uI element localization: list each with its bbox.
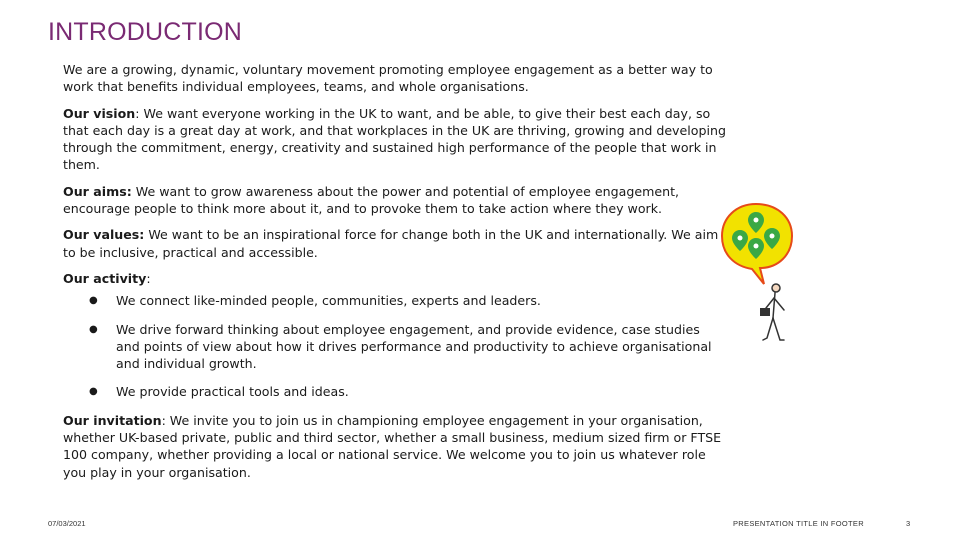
footer-date: 07/03/2021 bbox=[48, 519, 86, 528]
aims-text: We want to grow awareness about the power and potential of employee engagement, encourage people to think more about it, and to provoke them to take action where they work. bbox=[63, 183, 680, 217]
bullet-icon: ● bbox=[89, 323, 98, 335]
list-item: ● We provide practical tools and ideas. bbox=[89, 384, 349, 400]
activity-list bbox=[63, 292, 727, 400]
activity-suffix: : bbox=[146, 270, 151, 286]
activity-heading bbox=[63, 270, 727, 287]
vision-label: Our vision bbox=[63, 105, 136, 121]
footer-presentation-title: PRESENTATION TITLE IN FOOTER bbox=[733, 519, 864, 528]
values-label: Our values: bbox=[63, 227, 145, 243]
bullet-icon: ● bbox=[89, 295, 98, 307]
invitation-paragraph bbox=[63, 412, 727, 481]
speech-bubble-businessman-icon bbox=[718, 200, 798, 360]
footer-page-number: 3 bbox=[906, 519, 911, 528]
vision-paragraph bbox=[63, 105, 727, 174]
aims-paragraph bbox=[63, 183, 727, 218]
values-text: We want to be an inspirational force for change both in the UK and internationally. We aim to be inclusive, practical and accessible. bbox=[63, 227, 719, 260]
invitation-label: Our invitation bbox=[63, 412, 162, 428]
vision-text: : We want everyone working in the UK to want, and be able, to give their best each day, so that each day is a great day at work, and that workplaces in the UK are thriving, growing and developing through the commitment, energy, creativity and sustained high performance of the people that work in them. bbox=[63, 105, 726, 173]
values-paragraph bbox=[63, 226, 727, 261]
slide-body bbox=[63, 61, 727, 490]
aims-label: Our aims: bbox=[63, 183, 132, 199]
invitation-text: : We invite you to join us in championing employee engagement in your organisation, whether UK-based private, public and third sector, whether a small business, medium sized firm or FTSE 100 company, whether providing a local or national service. We welcome you to join us whatever role you play in your organisation. bbox=[63, 412, 722, 480]
bullet-icon: ● bbox=[89, 386, 98, 398]
list-item: ● We drive forward thinking about employee engagement, and provide evidence, case studies and points of view about how it drives performance and productivity to achieve organisational and individual growth. bbox=[89, 321, 712, 372]
intro-paragraph: We are a growing, dynamic, voluntary movement promoting employee engagement as a better way to work that benefits individual employees, teams, and whole organisations. bbox=[63, 62, 713, 95]
list-item: ● We connect like-minded people, communities, experts and leaders. bbox=[89, 293, 541, 309]
activity-label: Our activity bbox=[63, 270, 147, 286]
slide-title: INTRODUCTION bbox=[48, 18, 243, 46]
